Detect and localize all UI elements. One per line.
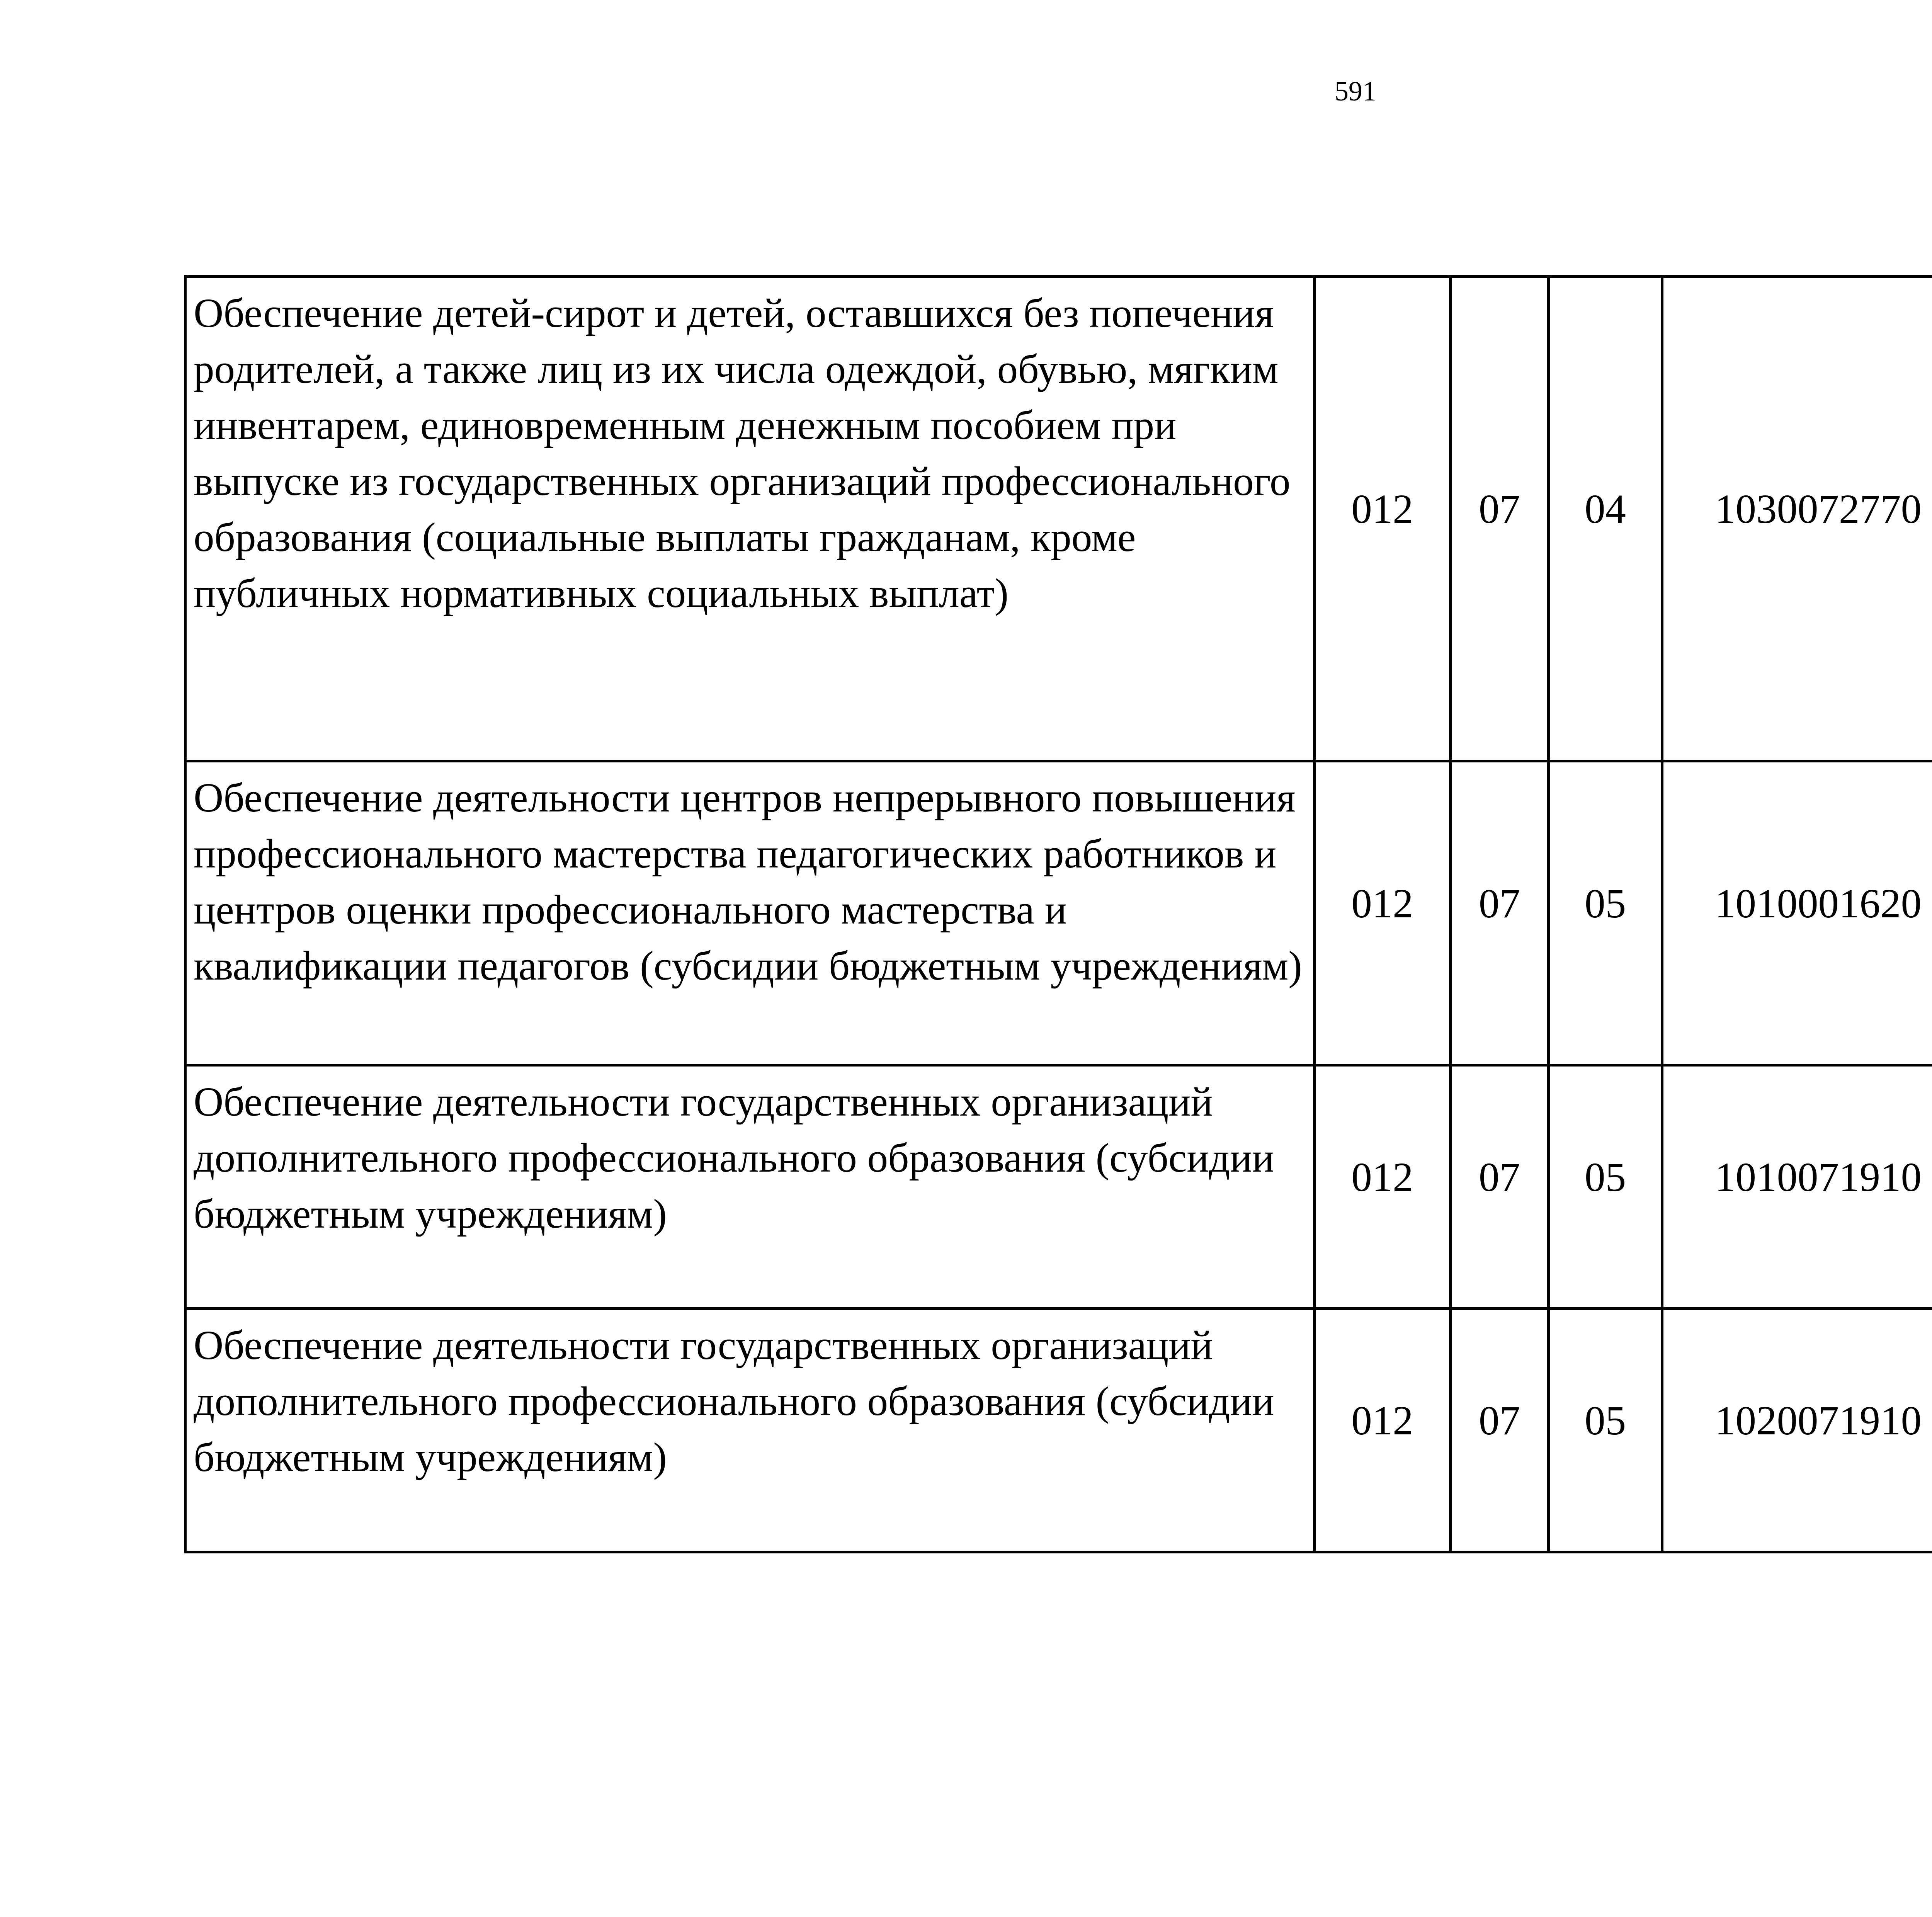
target-article-code: 1020071910	[1662, 1309, 1932, 1552]
target-article-code: 1010001620	[1662, 761, 1932, 1065]
table-row	[185, 1309, 1932, 1552]
ministry-code: 012	[1315, 761, 1451, 1065]
section-code: 07	[1451, 277, 1549, 761]
target-article-code: 1010071910	[1662, 1065, 1932, 1309]
target-article-code: 1030072770	[1662, 277, 1932, 761]
row-description: Обеспечение деятельности центров непрерывного повышения профессионального мастерства педагогических работников и центров оценки профессионального мастерства и квалификации педагогов (субсидии бюджетным учреждениям)	[185, 761, 1315, 1065]
page-number: 591	[1335, 76, 1376, 107]
section-code: 07	[1451, 1065, 1549, 1309]
table-row	[185, 761, 1932, 1065]
budget-table	[184, 275, 1932, 1553]
row-description: Обеспечение деятельности государственных организаций дополнительного профессионального образования (субсидии бюджетным учреждениям)	[185, 1065, 1315, 1309]
ministry-code: 012	[1315, 1309, 1451, 1552]
ministry-code: 012	[1315, 277, 1451, 761]
subsection-code: 05	[1549, 1309, 1662, 1552]
subsection-code: 05	[1549, 1065, 1662, 1309]
subsection-code: 04	[1549, 277, 1662, 761]
table-row	[185, 277, 1932, 761]
table-row	[185, 1065, 1932, 1309]
section-code: 07	[1451, 1309, 1549, 1552]
ministry-code: 012	[1315, 1065, 1451, 1309]
section-code: 07	[1451, 761, 1549, 1065]
row-description: Обеспечение деятельности государственных организаций дополнительного профессионального образования (субсидии бюджетным учреждениям)	[185, 1309, 1315, 1552]
row-description: Обеспечение детей-сирот и детей, оставшихся без попечения родителей, а также лиц из их числа одеждой, обувью, мягким инвентарем, единовременным денежным пособием при выпуске из государственных организаций профессионального образования (социальные выплаты гражданам, кроме публичных нормативных социальных выплат)	[185, 277, 1315, 761]
subsection-code: 05	[1549, 761, 1662, 1065]
